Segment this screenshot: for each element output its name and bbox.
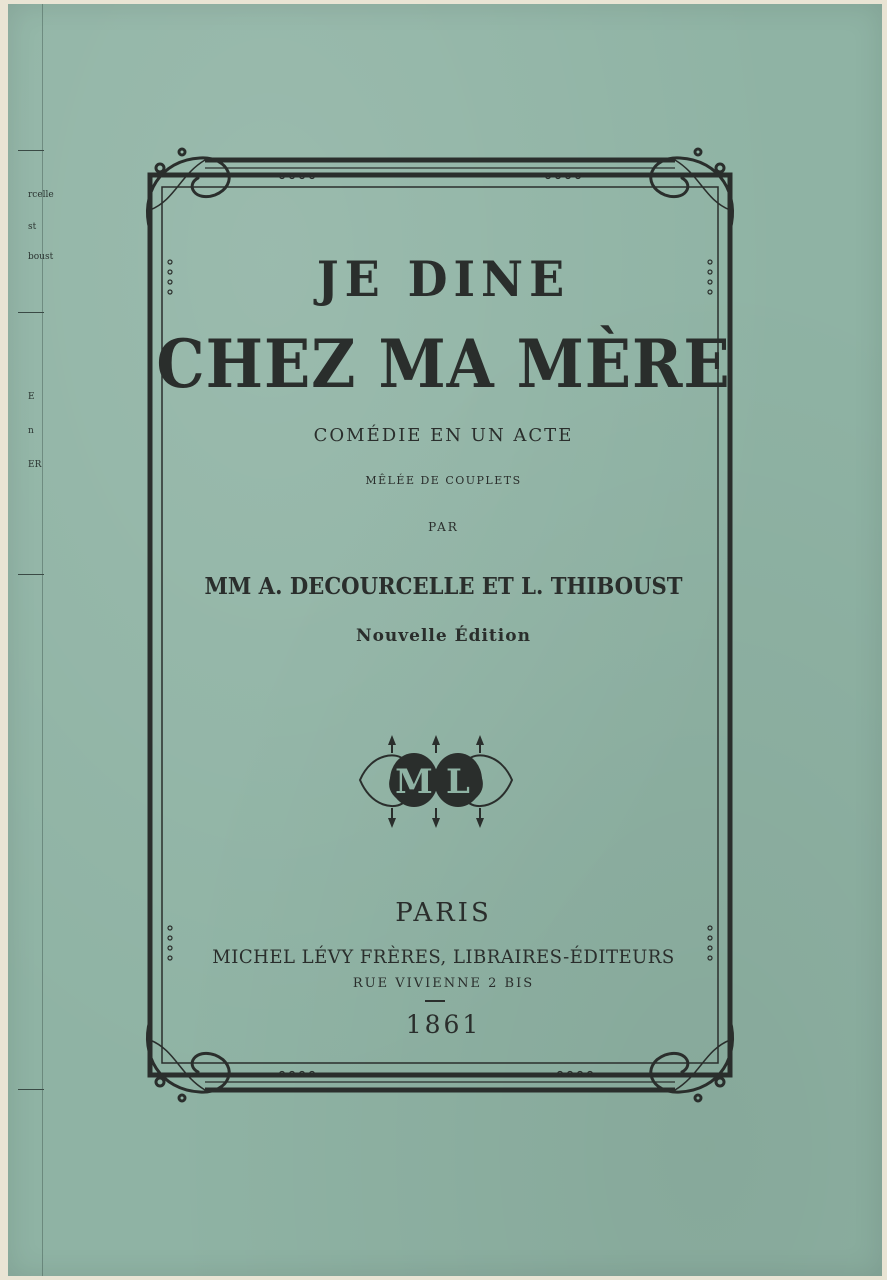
- frame-outer-border: [150, 175, 730, 1075]
- edition: Nouvelle Édition: [356, 626, 531, 646]
- spine-text: n: [28, 426, 34, 436]
- year: 1861: [405, 1010, 482, 1039]
- title-line-1: JE DINE: [316, 250, 571, 308]
- subtitle: COMÉDIE EN UN ACTE: [313, 425, 574, 446]
- spine-text: st: [28, 222, 37, 232]
- monogram-letter-m: M: [395, 762, 433, 802]
- corner-ornament-top-left: [147, 149, 229, 230]
- monogram-letter-l: L: [446, 762, 470, 802]
- frame-inner-border: [162, 187, 718, 1063]
- subtitle-2: MÊLÉE DE COUPLETS: [365, 474, 522, 487]
- by-line: PAR: [428, 520, 459, 534]
- corner-ornament-top-right: [651, 149, 733, 230]
- address: RUE VIVIENNE 2 BIS: [352, 976, 535, 991]
- publisher: MICHEL LÉVY FRÈRES, LIBRAIRES-ÉDITEURS: [212, 946, 675, 968]
- spine-text: rcelle: [28, 190, 54, 200]
- publisher-monogram: [360, 735, 512, 828]
- spine-text: ER: [28, 460, 42, 470]
- city: PARIS: [395, 898, 492, 928]
- spine-text: boust: [28, 252, 54, 262]
- spine-text: E: [28, 392, 35, 402]
- year-divider: [425, 1000, 445, 1002]
- title-line-2: CHEZ MA MÈRE: [156, 325, 731, 403]
- authors: MM A. DECOURCELLE ET L. THIBOUST: [204, 573, 683, 600]
